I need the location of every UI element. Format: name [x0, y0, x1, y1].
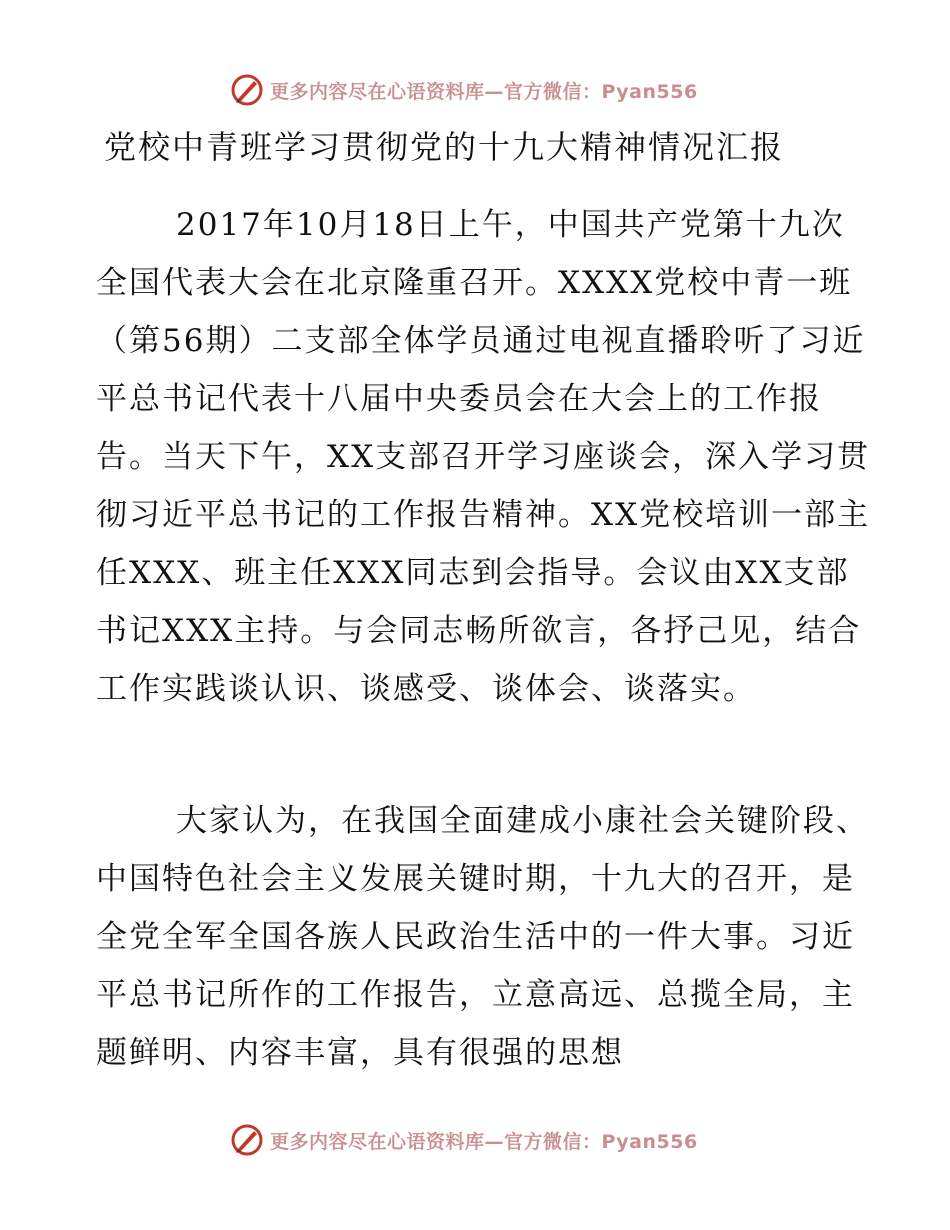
paragraph-2: 大家认为，在我国全面建成小康社会关键阶段、中国特色社会主义发展关键时期，十九大的召开，是全党全军全国各族人民政治生活中的一件大事。习近平总书记所作的工作报告，立意高远、总揽全局，主题鲜明、内容丰富，具有很强的思想 [96, 803, 869, 1071]
red-feather-pen-logo-icon [230, 73, 264, 107]
paragraph-1: 2017年10月18日上午，中国共产党第十九次全国代表大会在北京隆重召开。XXXX党校中青一班（第56期）二支部全体学员通过电视直播聆听了习近平总书记代表十八届中央委员会在大会上的工作报告。当天下午，XX支部召开学习座谈会，深入学习贯彻习近平总书记的工作报告精神。XX党校培训一部主任XXX、班主任XXX同志到会指导。会议由XX支部书记XXX主持。与会同志畅所欲言，各抒己见，结合工作实践谈认识、谈感受、谈体会、谈落实。 [96, 207, 871, 707]
red-feather-pen-logo-icon [230, 1123, 264, 1157]
header-banner [230, 70, 750, 110]
header-banner-text: 更多内容尽在心语资料库—官方微信：Pyan556 [270, 80, 698, 103]
document-title: 党校中青班学习贯彻党的十九大精神情况汇报 [104, 128, 785, 166]
footer-banner-text: 更多内容尽在心语资料库—官方微信：Pyan556 [270, 1130, 698, 1153]
footer-banner [230, 1120, 750, 1160]
